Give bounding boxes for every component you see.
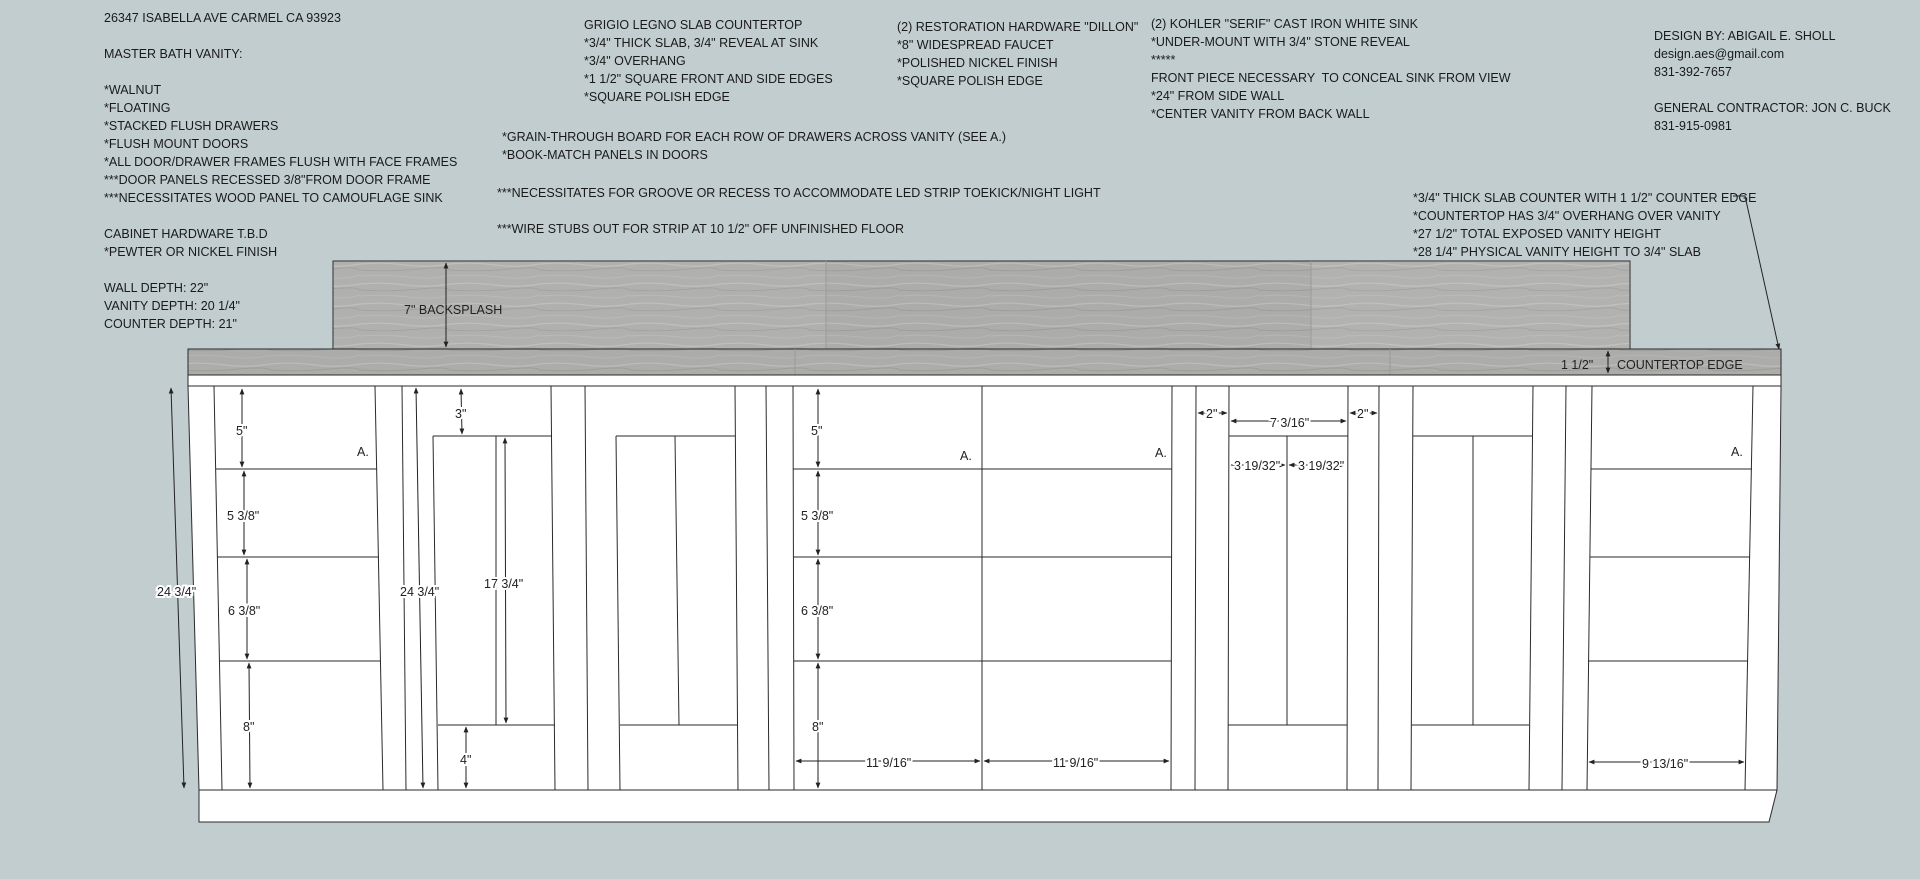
note-line: (2) RESTORATION HARDWARE "DILLON" xyxy=(897,20,1139,34)
note-line: *FLUSH MOUNT DOORS xyxy=(104,137,249,151)
dim-5-left: 5" xyxy=(236,424,248,438)
a-marker-center-left: A. xyxy=(960,449,972,463)
dim-3-19-32-b: 3 19/32" xyxy=(1298,459,1345,473)
dim-7-3-16: 7 3/16" xyxy=(1270,416,1310,430)
dim-8-mid: 8" xyxy=(812,720,824,734)
note-line: (2) KOHLER "SERIF" CAST IRON WHITE SINK xyxy=(1151,17,1419,31)
note-line: *3/4" THICK SLAB, 3/4" REVEAL AT SINK xyxy=(584,36,819,50)
dim-9-13-16: 9 13/16" xyxy=(1642,757,1689,771)
note-line: *UNDER-MOUNT WITH 3/4" STONE REVEAL xyxy=(1151,35,1410,49)
dim-8-left: 8" xyxy=(243,720,255,734)
note-line: *3/4" THICK SLAB COUNTER WITH 1 1/2" COUNTER EDGE xyxy=(1413,191,1757,205)
note-line: ***** xyxy=(1151,53,1176,67)
note-line: FRONT PIECE NECESSARY TO CONCEAL SINK FROM VIEW xyxy=(1151,71,1511,85)
note-line: DESIGN BY: ABIGAIL E. SHOLL xyxy=(1654,29,1836,43)
note-line: *24" FROM SIDE WALL xyxy=(1151,89,1285,103)
dim-3-19-32-a: 3 19/32" xyxy=(1234,459,1281,473)
dim-6-3-8-mid: 6 3/8" xyxy=(801,604,834,618)
note-line: *BOOK-MATCH PANELS IN DOORS xyxy=(502,148,708,162)
dim-5-mid: 5" xyxy=(811,424,823,438)
dim-2-right: 2" xyxy=(1357,407,1369,421)
wire-note: ***WIRE STUBS OUT FOR STRIP AT 10 1/2" OFF UNFINISHED FLOOR xyxy=(497,222,905,236)
note-line: VANITY DEPTH: 20 1/4" xyxy=(104,299,240,313)
dim-11-9-16-b: 11 9/16" xyxy=(1053,756,1099,770)
dim-2-left: 2" xyxy=(1206,407,1218,421)
note-line: *3/4" OVERHANG xyxy=(584,54,686,68)
countertop-edge-dim: 1 1/2" xyxy=(1561,358,1594,372)
note-line: MASTER BATH VANITY: xyxy=(104,47,243,61)
note-line: *POLISHED NICKEL FINISH xyxy=(897,56,1058,70)
dim-3: 3" xyxy=(455,407,467,421)
note-line: *ALL DOOR/DRAWER FRAMES FLUSH WITH FACE FRAMES xyxy=(104,155,458,169)
backsplash xyxy=(333,261,1630,349)
note-line: *SQUARE POLISH EDGE xyxy=(897,74,1043,88)
note-line: *PEWTER OR NICKEL FINISH xyxy=(104,245,278,259)
note-line: *8" WIDESPREAD FAUCET xyxy=(897,38,1054,52)
note-line: *1 1/2" SQUARE FRONT AND SIDE EDGES xyxy=(584,72,833,86)
note-line: COUNTER DEPTH: 21" xyxy=(104,317,237,331)
dim-17-3-4: 17 3/4" xyxy=(484,577,524,591)
note-line: 831-915-0981 xyxy=(1654,119,1732,133)
note-line: GRIGIO LEGNO SLAB COUNTERTOP xyxy=(584,18,803,32)
note-line: *SQUARE POLISH EDGE xyxy=(584,90,730,104)
note-line: *CENTER VANITY FROM BACK WALL xyxy=(1151,107,1370,121)
dim-6-3-8-left: 6 3/8" xyxy=(228,604,261,618)
note-line: ***DOOR PANELS RECESSED 3/8"FROM DOOR FRAME xyxy=(104,173,431,187)
note-line: WALL DEPTH: 22" xyxy=(104,281,209,295)
a-marker-left: A. xyxy=(357,445,369,459)
countertop-slab xyxy=(188,349,1781,375)
note-line: *27 1/2" TOTAL EXPOSED VANITY HEIGHT xyxy=(1413,227,1662,241)
led-note: ***NECESSITATES FOR GROOVE OR RECESS TO ACCOMMODATE LED STRIP TOEKICK/NIGHT LIGHT xyxy=(497,186,1101,200)
dim-24-3-4-inner: 24 3/4" xyxy=(400,585,440,599)
dim-5-3-8-mid: 5 3/8" xyxy=(801,509,834,523)
note-line: *WALNUT xyxy=(104,83,162,97)
backsplash-label: 7" BACKSPLASH xyxy=(404,303,503,317)
note-line: *STACKED FLUSH DRAWERS xyxy=(104,119,279,133)
note-line: *FLOATING xyxy=(104,101,171,115)
note-line: CABINET HARDWARE T.B.D xyxy=(104,227,268,241)
note-line: ***NECESSITATES WOOD PANEL TO CAMOUFLAGE SINK xyxy=(104,191,443,205)
note-line: 26347 ISABELLA AVE CARMEL CA 93923 xyxy=(104,11,341,25)
countertop-edge-label: COUNTERTOP EDGE xyxy=(1617,358,1743,372)
note-line: design.aes@gmail.com xyxy=(1654,47,1785,61)
dim-11-9-16-a: 11 9/16" xyxy=(866,756,912,770)
note-line: GENERAL CONTRACTOR: JON C. BUCK xyxy=(1654,101,1891,115)
leader-line xyxy=(1733,196,1779,349)
note-line: 831-392-7657 xyxy=(1654,65,1732,79)
a-marker-right: A. xyxy=(1731,445,1743,459)
dim-5-3-8-left: 5 3/8" xyxy=(227,509,260,523)
dim-4: 4" xyxy=(460,753,472,767)
note-line: *28 1/4" PHYSICAL VANITY HEIGHT TO 3/4" SLAB xyxy=(1413,245,1701,259)
a-marker-center-right: A. xyxy=(1155,446,1167,460)
dim-24-3-4-outer: 24 3/4" xyxy=(157,585,197,599)
note-line: *COUNTERTOP HAS 3/4" OVERHANG OVER VANITY xyxy=(1413,209,1721,223)
note-line: *GRAIN-THROUGH BOARD FOR EACH ROW OF DRAWERS ACROSS VANITY (SEE A.) xyxy=(502,130,1006,144)
